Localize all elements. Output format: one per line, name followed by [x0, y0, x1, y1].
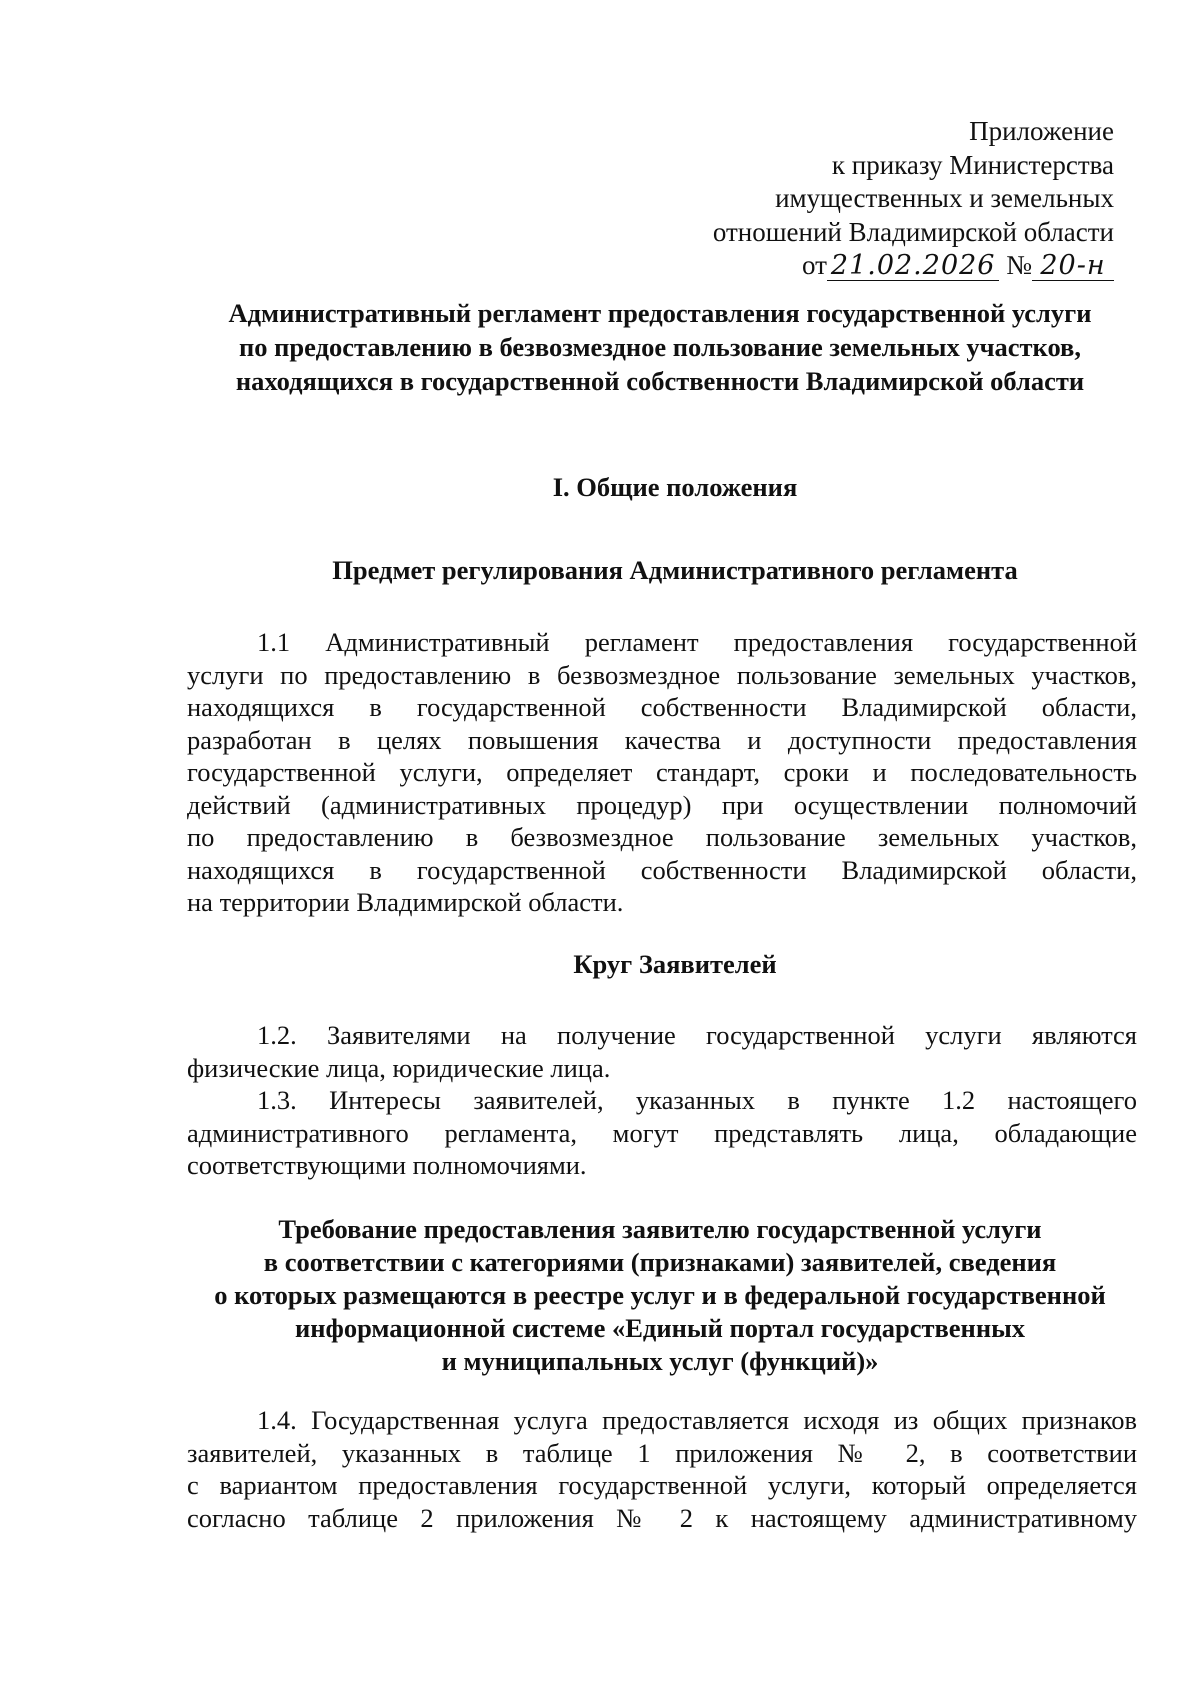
paragraph-line: с вариантом предоставления государственной услуги, который определяется [187, 1470, 1137, 1500]
date-prefix: от [801, 250, 827, 280]
paragraph-line: согласно таблице 2 приложения № 2 к настоящему административному [187, 1502, 1137, 1533]
paragraph-line: находящихся в государственной собственности Владимирской области, [187, 692, 1137, 722]
requirement-title-line: Требование предоставления заявителю государственной услуги [278, 1214, 1042, 1244]
paragraph-line: по предоставлению в безвозмездное пользование земельных участков, [187, 822, 1137, 852]
number-prefix: № [1006, 250, 1032, 280]
main-title-line-2: по предоставлению в безвозмездное пользование земельных участков, [239, 332, 1081, 362]
main-title [140, 296, 1180, 398]
paragraph-line: заявителей, указанных в таблице 1 приложения № 2, в соответствии [187, 1437, 1137, 1468]
paragraph-line: административного регламента, могут представлять лица, обладающие [187, 1117, 1137, 1148]
requirement-heading [140, 1213, 1180, 1378]
paragraph-line: 1.4. Государственная услуга предоставляется исходя из общих признаков [257, 1405, 1137, 1435]
handwritten-date: 21.02.2026 [827, 252, 1000, 281]
requirement-title-line: и муниципальных услуг (функций)» [441, 1346, 879, 1376]
paragraph-line: услуги по предоставлению в безвозмездное пользование земельных участков, [187, 659, 1137, 690]
subject-title: Предмет регулирования Административного регламента [332, 555, 1018, 585]
requirement-title-line: информационной системе «Единый портал государственных [294, 1313, 1026, 1343]
appendix-line-2: к приказу Министерства [831, 149, 1114, 180]
appendix-line-1: Приложение [969, 116, 1114, 146]
paragraph-1-2 [187, 1019, 1137, 1084]
main-title-line-1: Административный регламент предоставления государственной услуги [228, 298, 1092, 328]
paragraph-1-4 [187, 1404, 1137, 1534]
section-heading [175, 470, 1175, 504]
appendix-line-4: отношений Владимирской области [712, 216, 1114, 247]
paragraph-line: соответствующими полномочиями. [187, 1150, 587, 1180]
applicants-title: Круг Заявителей [573, 949, 777, 979]
paragraph-line: 1.3. Интересы заявителей, указанных в пункте 1.2 настоящего [257, 1085, 1137, 1115]
appendix-header [713, 115, 1114, 283]
requirement-title-line: о которых размещаются в реестре услуг и в федеральной государственной [214, 1280, 1106, 1310]
requirement-title-line: в соответствии с категориями (признаками) заявителей, сведения [263, 1247, 1057, 1277]
appendix-date-line [713, 249, 1114, 283]
handwritten-number: 20-н [1032, 252, 1114, 281]
main-title-line-3: находящихся в государственной собственности Владимирской области [235, 366, 1085, 396]
paragraph-line: действий (административных процедур) при осуществлении полномочий [187, 789, 1137, 820]
paragraph-line: физические лица, юридические лица. [187, 1052, 611, 1083]
paragraph-line: 1.2. Заявителями на получение государственной услуги являются [257, 1020, 1137, 1050]
paragraph-line: на территории Владимирской области. [187, 887, 624, 917]
paragraph-line: находящихся в государственной собственности Владимирской области, [187, 854, 1137, 885]
paragraph-1-1 [187, 626, 1137, 919]
subject-heading [175, 553, 1175, 587]
appendix-line-3: имущественных и земельных [775, 183, 1114, 213]
paragraph-1-3 [187, 1084, 1137, 1182]
paragraph-line: 1.1 Административный регламент предоставления государственной [257, 627, 1137, 657]
section-1-title: I. Общие положения [552, 472, 798, 502]
paragraph-line: разработан в целях повышения качества и доступности предоставления [187, 724, 1137, 755]
paragraph-line: государственной услуги, определяет стандарт, сроки и последовательность [187, 757, 1137, 787]
applicants-heading [175, 947, 1175, 981]
